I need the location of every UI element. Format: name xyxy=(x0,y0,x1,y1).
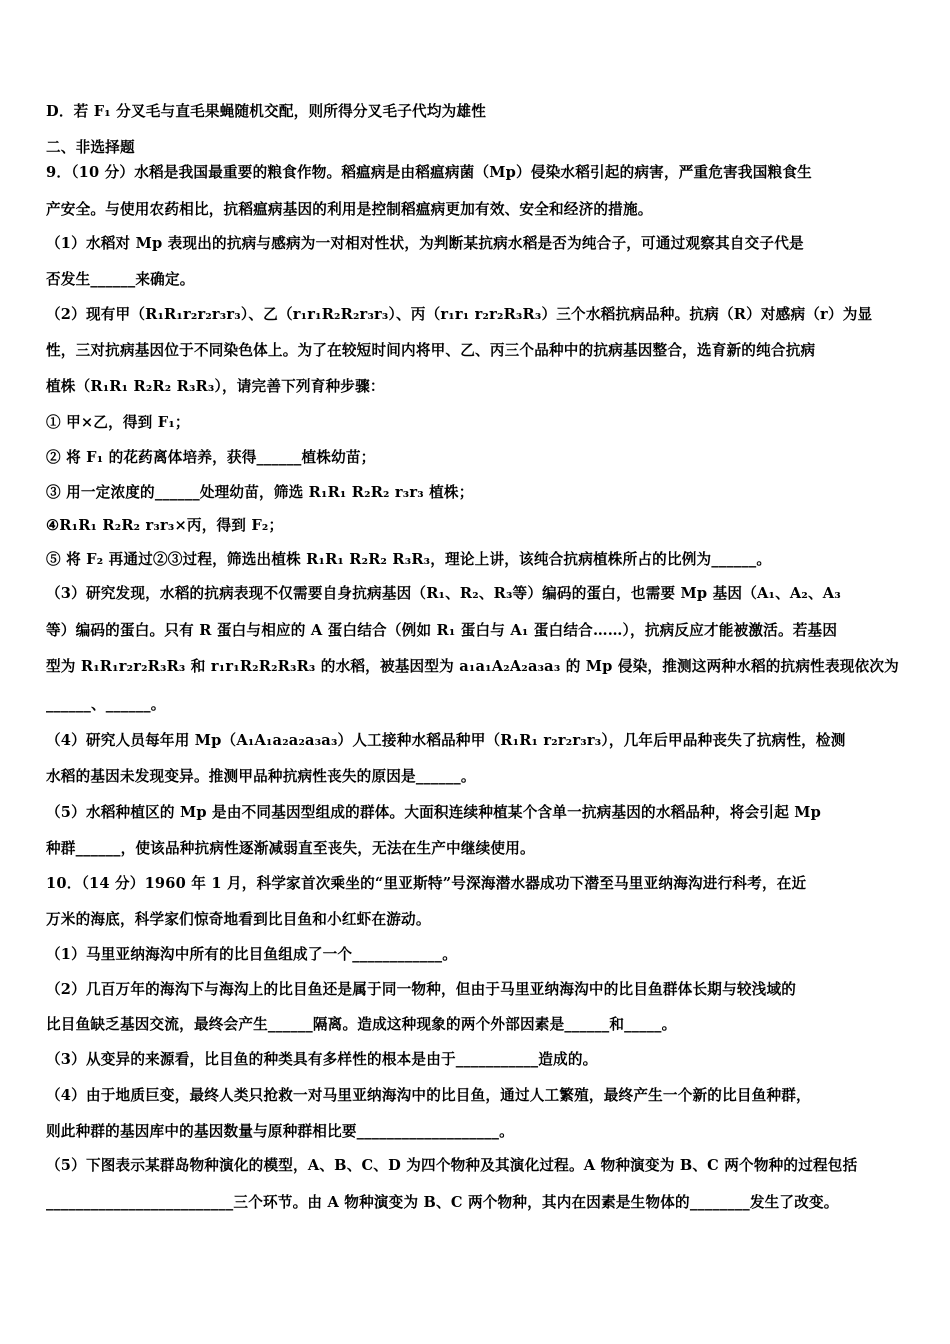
q9-part3-cont2: 型为 R₁R₁r₂r₂R₃R₃ 和 r₁r₁R₂R₂R₃R₃ 的水稻，被基因型为 a₁a₁A₂A₂a₃a₃ 的 Mp 侵染，推测这两种水稻的抗病性表现依次为 xyxy=(46,658,899,675)
q9-part3: （3）研究发现，水稻的抗病表现不仅需要自身抗病基因（R₁、R₂、R₃等）编码的蛋白，也需要 Mp 基因（A₁、A₂、A₃ xyxy=(46,585,841,602)
question-9-stem: 9．（10 分）水稻是我国最重要的粮食作物。稻瘟病是由稻瘟病菌（Mp）侵染水稻引起的病害，严重危害我国粮食生 xyxy=(46,164,812,181)
q9-step1: ① 甲×乙，得到 F₁； xyxy=(46,414,190,431)
option-d: D．若 F₁ 分叉毛与直毛果蝇随机交配，则所得分叉毛子代均为雄性 xyxy=(46,103,487,120)
q9-part5: （5）水稻种植区的 Mp 是由不同基因型组成的群体。大面积连续种植某个含单一抗病基因的水稻品种，将会引起 Mp xyxy=(46,804,822,821)
q10-part3: （3）从变异的来源看，比目鱼的种类具有多样性的根本是由于___________造成的。 xyxy=(46,1051,598,1068)
q9-step3: ③ 用一定浓度的______处理幼苗，筛选 R₁R₁ R₂R₂ r₃r₃ 植株； xyxy=(46,484,474,501)
q9-part4-cont: 水稻的基因未发现变异。推测甲品种抗病性丧失的原因是______。 xyxy=(46,768,476,785)
q9-part4: （4）研究人员每年用 Mp（A₁A₁a₂a₂a₃a₃）人工接种水稻品种甲（R₁R₁ r₂r₂r₃r₃），几年后甲品种丧失了抗病性，检测 xyxy=(46,732,846,749)
q9-part1-cont: 否发生______来确定。 xyxy=(46,271,195,288)
q10-part2: （2）几百万年的海沟下与海沟上的比目鱼还是属于同一物种，但由于马里亚纳海沟中的比目鱼群体长期与较浅域的 xyxy=(46,981,797,998)
q10-part4-cont: 则此种群的基因库中的基因数量与原种群相比要___________________。 xyxy=(46,1123,514,1140)
q9-part3-cont3: ______、______。 xyxy=(46,696,166,713)
q9-step2: ② 将 F₁ 的花药离体培养，获得______植株幼苗； xyxy=(46,449,376,466)
q10-part5-cont: _________________________三个环节。由 A 物种演变为 B、C 两个物种，其内在因素是生物体的________发生了改变。 xyxy=(46,1194,839,1211)
q10-part2-cont: 比目鱼缺乏基因交流，最终会产生______隔离。造成这种现象的两个外部因素是______和_____。 xyxy=(46,1016,677,1033)
q9-step5: ⑤ 将 F₂ 再通过②③过程，筛选出植株 R₁R₁ R₂R₂ R₃R₃，理论上讲，该纯合抗病植株所占的比例为______。 xyxy=(46,551,772,568)
q9-part2-cont2: 植株（R₁R₁ R₂R₂ R₃R₃），请完善下列育种步骤： xyxy=(46,378,385,395)
question-10-stem: 10．（14 分）1960 年 1 月，科学家首次乘坐的“里亚斯特”号深海潜水器成功下潜至马里亚纳海沟进行科考，在近 xyxy=(46,875,807,892)
q10-part4: （4）由于地质巨变，最终人类只抢救一对马里亚纳海沟中的比目鱼，通过人工繁殖，最终产生一个新的比目鱼种群， xyxy=(46,1087,811,1104)
section-heading: 二、非选择题 xyxy=(46,139,135,156)
q9-part2: （2）现有甲（R₁R₁r₂r₂r₃r₃）、乙（r₁r₁R₂R₂r₃r₃）、丙（r₁r₁ r₂r₂R₃R₃）三个水稻抗病品种。抗病（R）对感病（r）为显 xyxy=(46,306,873,323)
question-9-stem-cont: 产安全。与使用农药相比，抗稻瘟病基因的利用是控制稻瘟病更加有效、安全和经济的措施。 xyxy=(46,201,653,218)
q10-part1: （1）马里亚纳海沟中所有的比目鱼组成了一个____________。 xyxy=(46,946,457,963)
q10-part5: （5）下图表示某群岛物种演化的模型，A、B、C、D 为四个物种及其演化过程。A 物种演变为 B、C 两个物种的过程包括 xyxy=(46,1157,858,1174)
q9-part1: （1）水稻对 Mp 表现出的抗病与感病为一对相对性状，为判断某抗病水稻是否为纯合子，可通过观察其自交子代是 xyxy=(46,235,804,252)
q9-part5-cont: 种群______，使该品种抗病性逐渐减弱直至丧失，无法在生产中继续使用。 xyxy=(46,840,535,857)
q9-part2-cont: 性，三对抗病基因位于不同染色体上。为了在较短时间内将甲、乙、丙三个品种中的抗病基因整合，选育新的纯合抗病 xyxy=(46,342,816,359)
q9-step4: ④R₁R₁ R₂R₂ r₃r₃×丙，得到 F₂； xyxy=(46,517,284,534)
q9-part3-cont: 等）编码的蛋白。只有 R 蛋白与相应的 A 蛋白结合（例如 R₁ 蛋白与 A₁ 蛋白结合……），抗病反应才能被激活。若基因 xyxy=(46,622,838,639)
question-10-stem-cont: 万米的海底，科学家们惊奇地看到比目鱼和小红虾在游动。 xyxy=(46,911,431,928)
